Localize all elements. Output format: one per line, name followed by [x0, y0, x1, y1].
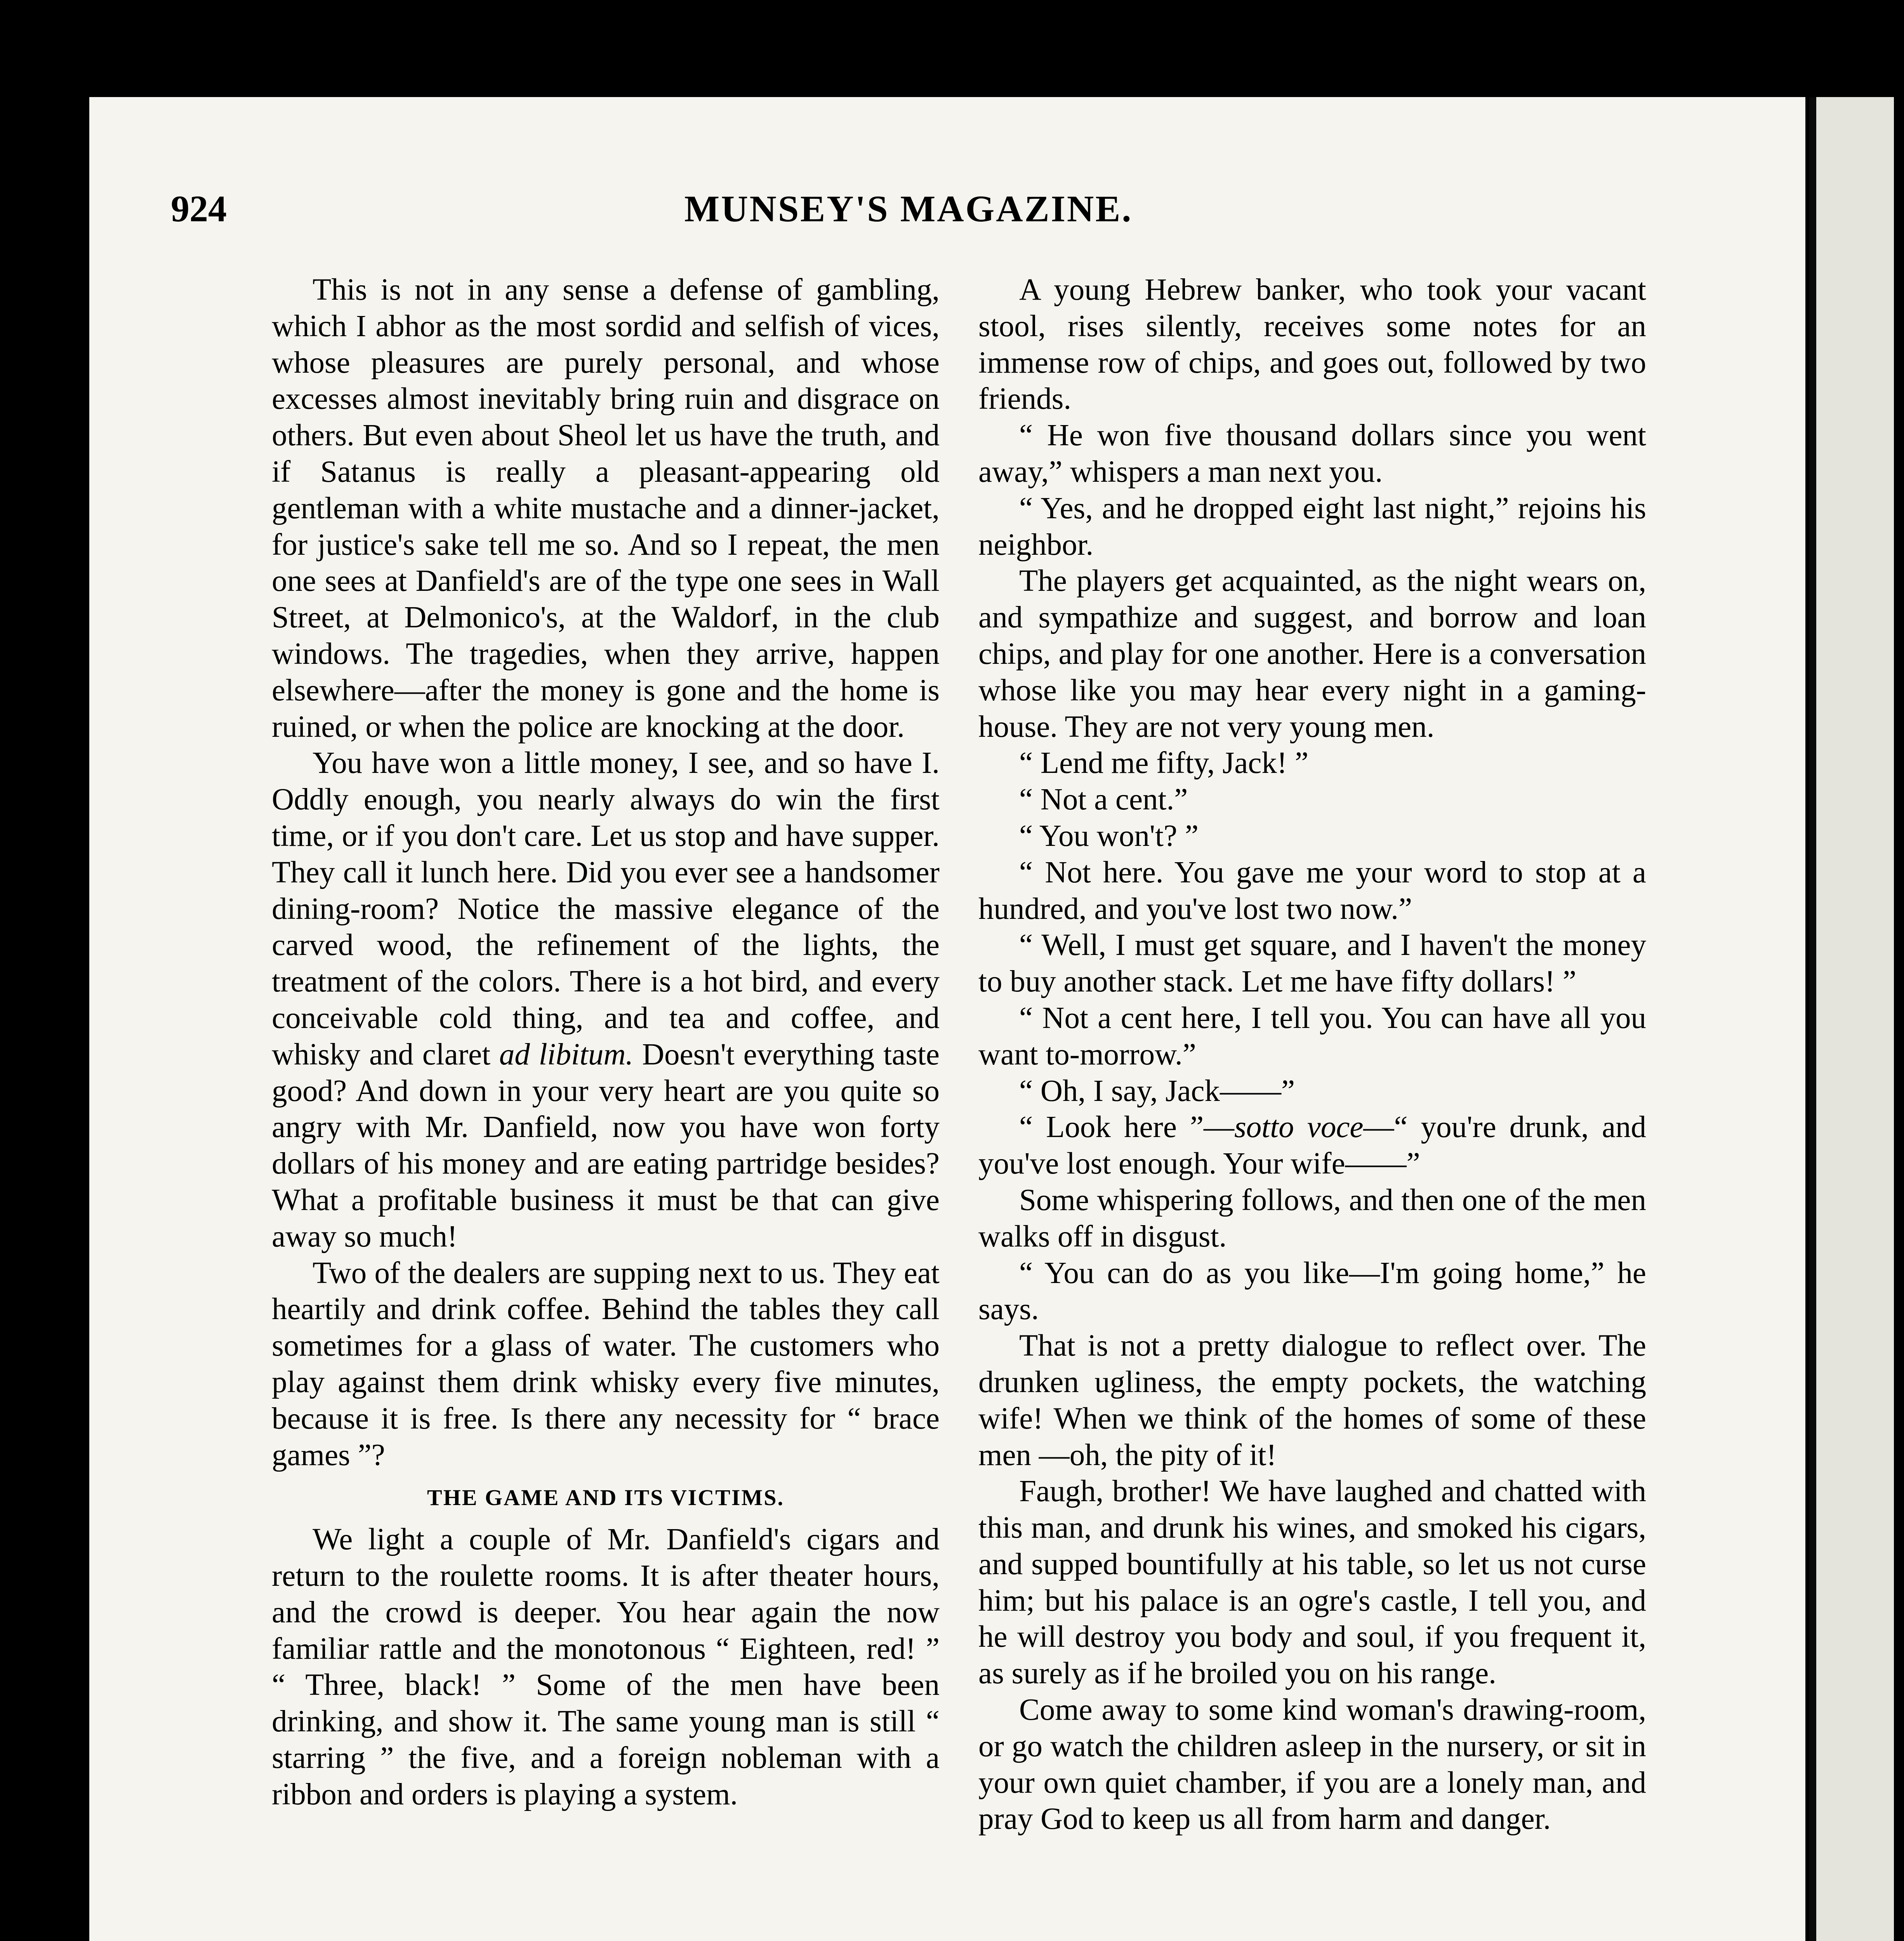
paragraph	[272, 745, 940, 1255]
paragraph-text: You have won a little money, I see, and so have I. Oddly enough, you nearly always do win the first time, or if you don't care. Let us stop and have supper. They call it lunch here. Did you ever see a handsomer dining-room? Notice the massive elegance of the carved wood, the refinement of the lights, the treatment of the colors. There is a hot bird, and every conceivable cold thing, and tea and coffee, and whisky and claret	[272, 746, 940, 1071]
dialogue-line: “ You won't? ”	[1019, 819, 1199, 853]
paragraph-text: Doesn't everything taste good? And down in your very heart are you quite so angry with Mr. Danfield, now you have won forty dollars of his money and are eating partridge besides? What a profitable business it must be that can give away so much!	[272, 1037, 940, 1253]
adjacent-page-edge	[1809, 97, 1894, 1941]
paragraph: Two of the dealers are supping next to us. They eat heartily and drink coffee. Behind the tables they call sometimes for a glass of water. The customers who play against them drink whisky every five minutes, because it is free. Is there any necessity for “ brace games ”?	[272, 1256, 940, 1472]
paragraph: The players get acquainted, as the night wears on, and sympathize and suggest, and borrow and loan chips, and play for one another. Here is a conversation whose like you may hear every night in a gaming-house. They are not very young men.	[978, 564, 1646, 744]
section-heading: THE GAME AND ITS VICTIMS.	[427, 1485, 784, 1510]
italic-phrase: ad libitum.	[499, 1037, 634, 1071]
paragraph-text: —“ you're drunk, and you've lost enough. Your wife——”	[978, 1110, 1647, 1181]
dialogue-line: “ Not a cent here, I tell you. You can have all you want to-morrow.”	[978, 1001, 1646, 1071]
paragraph: A young Hebrew banker, who took your vacant stool, rises silently, receives some notes for an immense row of chips, and goes out, followed by two friends.	[978, 273, 1646, 416]
dialogue-line	[978, 1109, 1646, 1182]
paragraph: “ Yes, and he dropped eight last night,” rejoins his neighbor.	[978, 491, 1646, 562]
paragraph: Some whispering follows, and then one of the men walks off in disgust.	[978, 1183, 1646, 1253]
left-column	[272, 272, 940, 1813]
dialogue-line: “ Lend me fifty, Jack! ”	[1019, 746, 1309, 780]
dialogue-line: “ You can do as you like—I'm going home,” he says.	[978, 1256, 1646, 1326]
running-head: MUNSEY'S MAGAZINE.	[684, 188, 1133, 229]
paragraph: Faugh, brother! We have laughed and chatted with this man, and drunk his wines, and smoked his cigars, and supped bountifully at his table, so let us not curse him; but his palace is an ogre's castle, I tell you, and he will destroy you body and soul, if you frequent it, as surely as if he broiled you on his range.	[978, 1474, 1646, 1691]
paragraph: Come away to some kind woman's drawing-room, or go watch the children asleep in the nursery, or sit in your own quiet chamber, if you are a lonely man, and pray God to keep us all from harm and danger.	[978, 1693, 1646, 1836]
dialogue-line: “ Oh, I say, Jack——”	[1019, 1074, 1295, 1108]
paragraph-text: “ Look here ”—	[1019, 1110, 1235, 1144]
italic-phrase: sotto voce	[1234, 1110, 1364, 1144]
paragraph: “ He won five thousand dollars since you went away,” whispers a man next you.	[978, 418, 1646, 489]
dialogue-line: “ Well, I must get square, and I haven't the money to buy another stack. Let me have fifty dollars! ”	[978, 928, 1646, 999]
page-number: 924	[171, 188, 227, 229]
paragraph: We light a couple of Mr. Danfield's cigars and return to the roulette rooms. It is after theater hours, and the crowd is deeper. You hear again the now familiar rattle and the monotonous “ Eighteen, red! ” “ Three, black! ” Some of the men have been drinking, and show it. The same young man is still “ starring ” the five, and a foreign nobleman with a ribbon and orders is playing a system.	[272, 1523, 940, 1811]
paragraph: That is not a pretty dialogue to reflect over. The drunken ugliness, the empty pockets, the watching wife! When we think of the homes of some of these men —oh, the pity of it!	[978, 1329, 1646, 1472]
right-column	[978, 272, 1646, 1837]
paragraph: This is not in any sense a defense of gambling, which I abhor as the most sordid and selfish of vices, whose pleasures are purely personal, and whose excesses almost inevitably bring ruin and disgrace on others. But even about Sheol let us have the truth, and if Satanus is really a pleasant-appearing old gentleman with a white mustache and a dinner-jacket, for justice's sake tell me so. And so I repeat, the men one sees at Danfield's are of the type one sees in Wall Street, at Delmonico's, at the Waldorf, in the club windows. The tragedies, when they arrive, happen elsewhere—after the money is gone and the home is ruined, or when the police are knocking at the door.	[272, 273, 940, 744]
dialogue-line: “ Not a cent.”	[1019, 783, 1188, 817]
dialogue-line: “ Not here. You gave me your word to stop at a hundred, and you've lost two now.”	[978, 855, 1646, 926]
